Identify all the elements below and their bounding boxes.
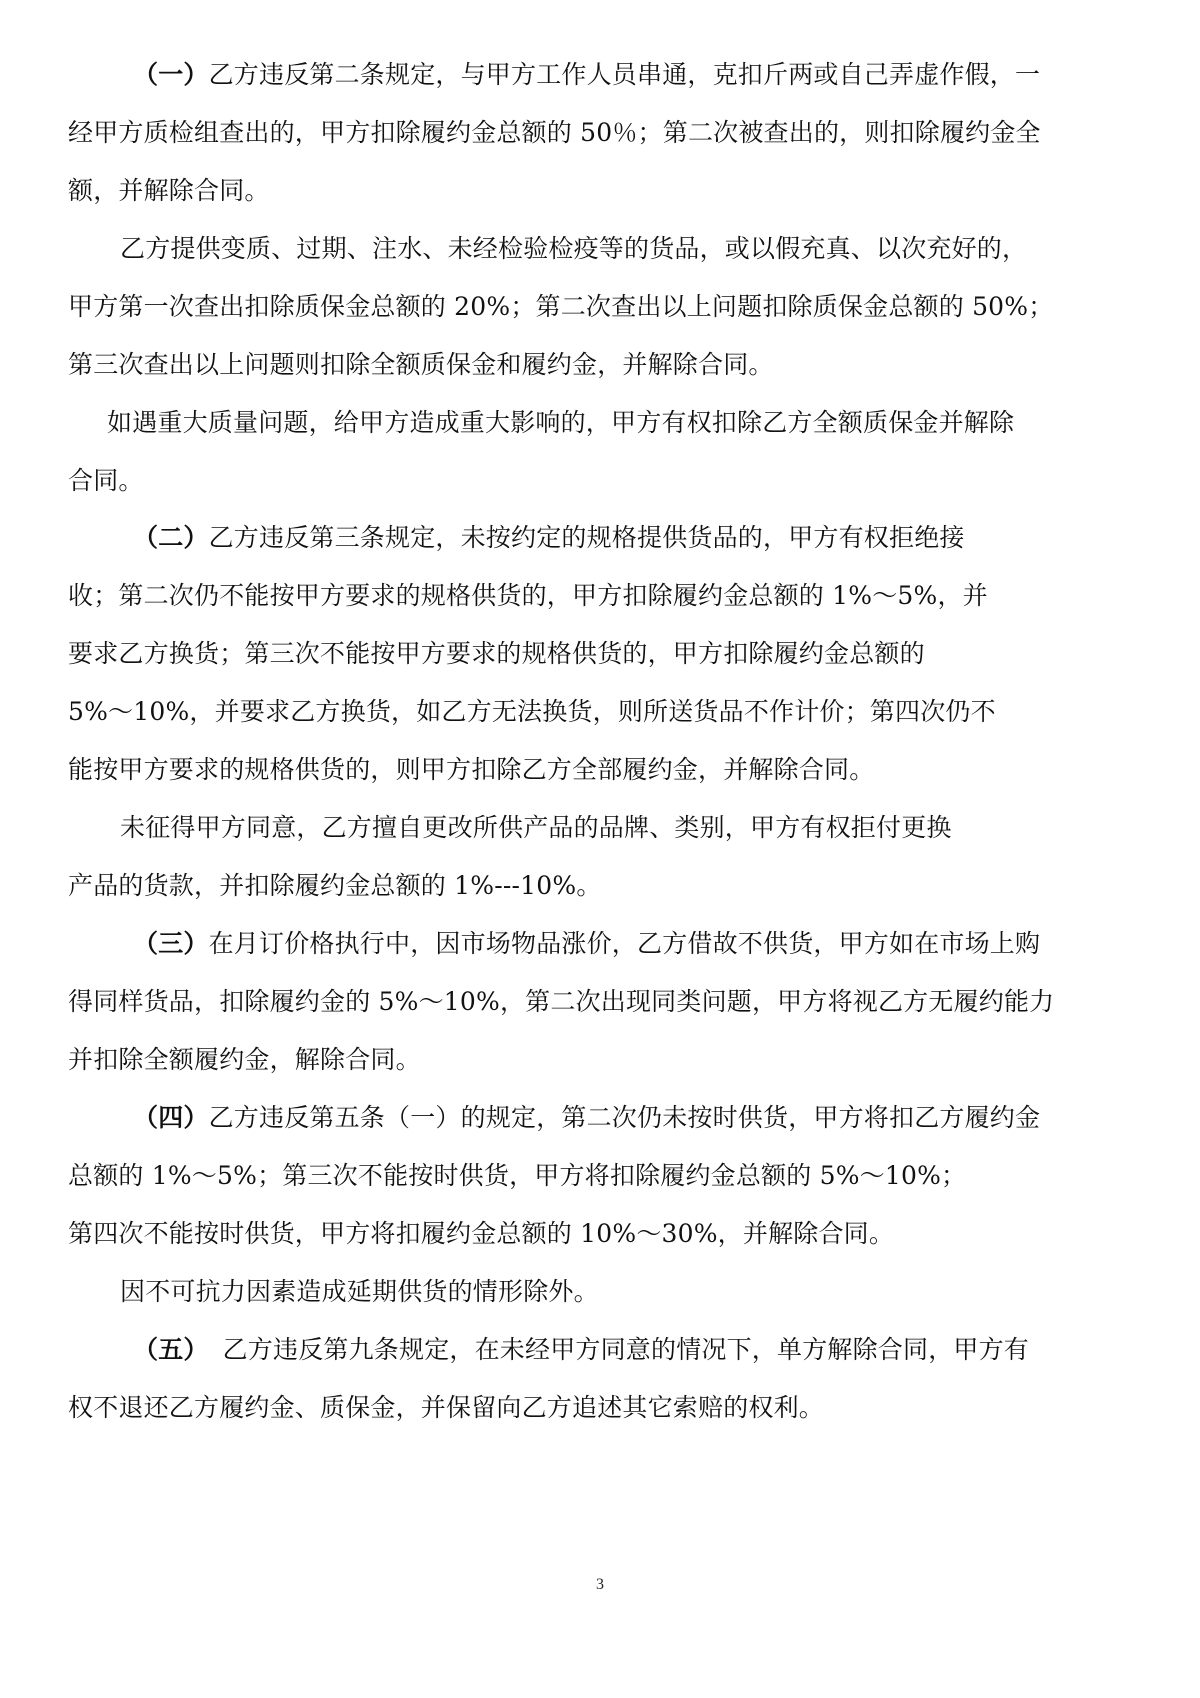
section-2-line-4: 5%～10%，并要求乙方换货，如乙方无法换货，则所送货品不作计价；第四次仍不: [68, 697, 996, 726]
section-5-line-2: 权不退还乙方履约金、质保金，并保留向乙方追述其它索赔的权利。: [68, 1393, 825, 1422]
section-3-line-1: （三）在月订价格执行中，因市场物品涨价，乙方借故不供货，甲方如在市场上购: [133, 929, 1041, 958]
section-2-line-1: （二）乙方违反第三条规定，未按约定的规格提供货品的，甲方有权拒绝接: [133, 523, 965, 552]
para-5-line-1: 未征得甲方同意，乙方擅自更改所供产品的品牌、类别，甲方有权拒付更换: [120, 813, 952, 842]
page-number: 3: [596, 1576, 604, 1593]
section-2-line-5: 能按甲方要求的规格供货的，则甲方扣除乙方全部履约金，并解除合同。: [68, 755, 875, 784]
para-8-line-1: 因不可抗力因素造成延期供货的情形除外。: [120, 1277, 599, 1306]
section-3-line-2: 得同样货品，扣除履约金的 5%～10%，第二次出现同类问题，甲方将视乙方无履约能力: [68, 987, 1055, 1016]
section-2-label: （二）: [133, 523, 209, 552]
section-5-label: （五）: [133, 1335, 209, 1364]
section-2-line-3: 要求乙方换货；第三次不能按甲方要求的规格供货的，甲方扣除履约金总额的: [68, 639, 925, 668]
para-2-line-3: 第三次查出以上问题则扣除全额质保金和履约金，并解除合同。: [68, 350, 774, 379]
section-1-line-2: 经甲方质检组查出的，甲方扣除履约金总额的 50％；第二次被查出的，则扣除履约金全: [68, 118, 1041, 147]
para-5-line-2: 产品的货款，并扣除履约金总额的 1%---10%。: [68, 871, 602, 900]
section-5-line-1: （五） 乙方违反第九条规定，在未经甲方同意的情况下，单方解除合同，甲方有: [133, 1335, 1030, 1364]
section-1-line-3: 额，并解除合同。: [68, 176, 270, 205]
section-4-line-1: （四）乙方违反第五条（一）的规定，第二次仍未按时供货，甲方将扣乙方履约金: [133, 1103, 1041, 1132]
section-1-line-1: （一）乙方违反第二条规定，与甲方工作人员串通，克扣斤两或自己弄虚作假，一: [133, 60, 1041, 89]
section-2-line-2: 收；第二次仍不能按甲方要求的规格供货的，甲方扣除履约金总额的 1%～5%，并: [68, 581, 988, 610]
para-2-line-2: 甲方第一次查出扣除质保金总额的 20%；第二次查出以上问题扣除质保金总额的 50%；: [68, 292, 1054, 321]
section-4-line-3: 第四次不能按时供货，甲方将扣履约金总额的 10%～30%，并解除合同。: [68, 1219, 895, 1248]
section-3-label: （三）: [133, 929, 209, 958]
section-4-line-2: 总额的 1%～5%；第三次不能按时供货，甲方将扣除履约金总额的 5%～10%；: [68, 1161, 967, 1190]
section-1-label: （一）: [133, 60, 209, 89]
para-3-line-1: 如遇重大质量问题，给甲方造成重大影响的，甲方有权扣除乙方全额质保金并解除: [107, 408, 1015, 437]
para-2-line-1: 乙方提供变质、过期、注水、未经检验检疫等的货品，或以假充真、以次充好的，: [120, 234, 1028, 263]
section-3-line-3: 并扣除全额履约金，解除合同。: [68, 1045, 421, 1074]
para-3-line-2: 合同。: [68, 466, 144, 495]
section-4-label: （四）: [133, 1103, 209, 1132]
